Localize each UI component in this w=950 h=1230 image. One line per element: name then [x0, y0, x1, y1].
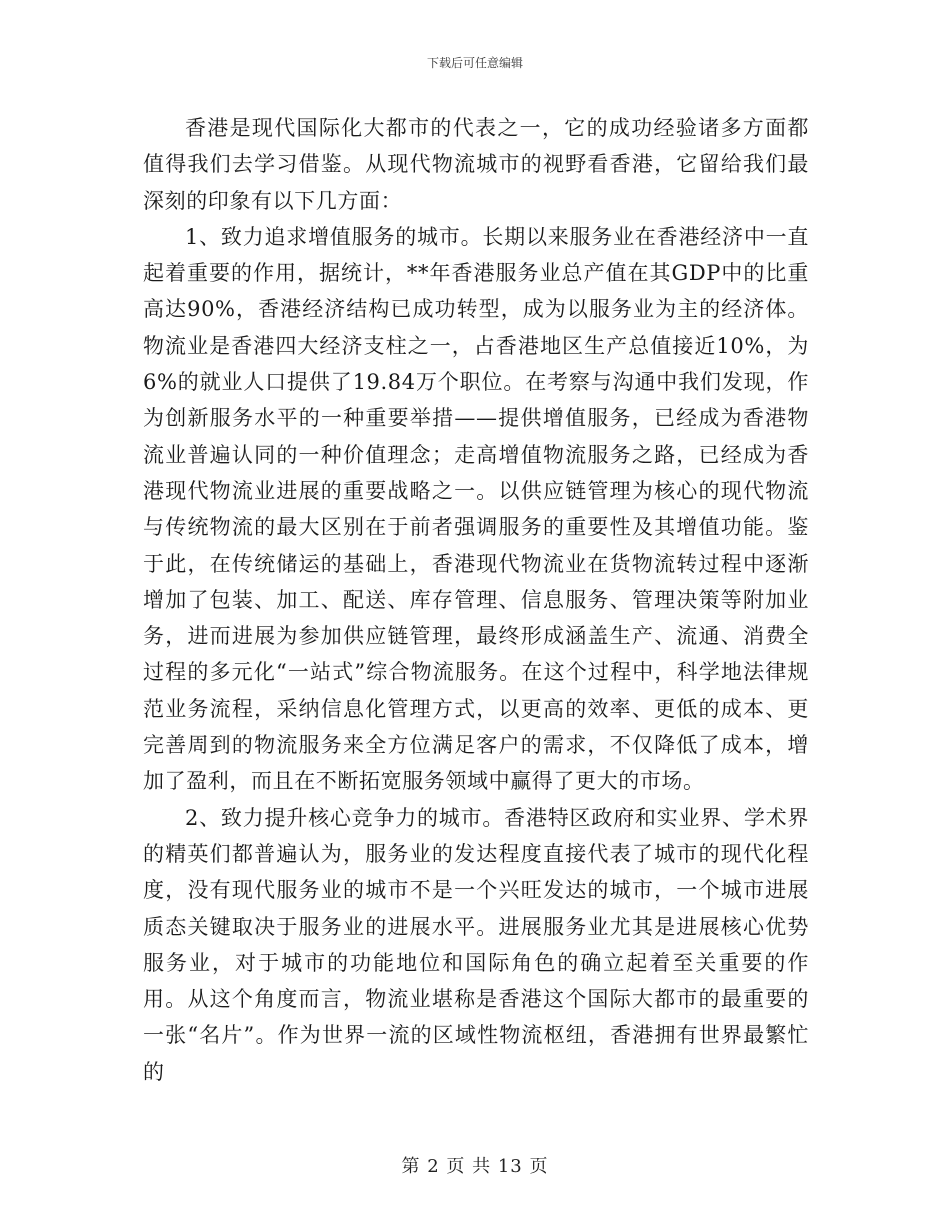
document-body: [143, 110, 809, 1090]
page-number-footer: 第 2 页 共 13 页: [401, 1156, 549, 1177]
paragraph-core-competitiveness: 2、致力提升核心竞争力的城市。香港特区政府和实业界、学术界的精英们都普遍认为，服务业的发达程度直接代表了城市的现代化程度，没有现代服务业的城市不是一个兴旺发达的城市，一个城市进展质态关键取决于服务业的进展水平。进展服务业尤其是进展核心优势服务业，对于城市的功能地位和国际角色的确立起着至关重要的作用。从这个角度而言，物流业堪称是香港这个国际大都市的最重要的一张“名片”。作为世界一流的区域性物流枢纽，香港拥有世界最繁忙的: [143, 805, 809, 1084]
paragraph-intro: 香港是现代国际化大都市的代表之一，它的成功经验诸多方面都值得我们去学习借鉴。从现代物流城市的视野看香港，它留给我们最深刻的印象有以下几方面：: [143, 116, 809, 213]
page-header-note: 下载后可任意编辑: [426, 56, 523, 70]
paragraph-value-added-services: 1、致力追求增值服务的城市。长期以来服务业在香港经济中一直起着重要的作用，据统计，**年香港服务业总产值在其GDP中的比重高达90%，香港经济结构已成功转型，成为以服务业为主的经济体。物流业是香港四大经济支柱之一，占香港地区生产总值接近10%，为6%的就业人口提供了19.84万个职位。在考察与沟通中我们发现，作为创新服务水平的一种重要举措——提供增值服务，已经成为香港物流业普遍认同的一种价值理念；走高增值物流服务之路，已经成为香港现代物流业进展的重要战略之一。以供应链管理为核心的现代物流与传统物流的最大区别在于前者强调服务的重要性及其增值功能。鉴于此，在传统储运的基础上，香港现代物流业在货物流转过程中逐渐增加了包装、加工、配送、库存管理、信息服务、管理决策等附加业务，进而进展为参加供应链管理，最终形成涵盖生产、流通、消费全过程的多元化“一站式”综合物流服务。在这个过程中，科学地法律规范业务流程，采纳信息化管理方式，以更高的效率、更低的成本、更完善周到的物流服务来全方位满足客户的需求，不仅降低了成本，增加了盈利，而且在不断拓宽服务领域中赢得了更大的市场。: [143, 224, 809, 794]
